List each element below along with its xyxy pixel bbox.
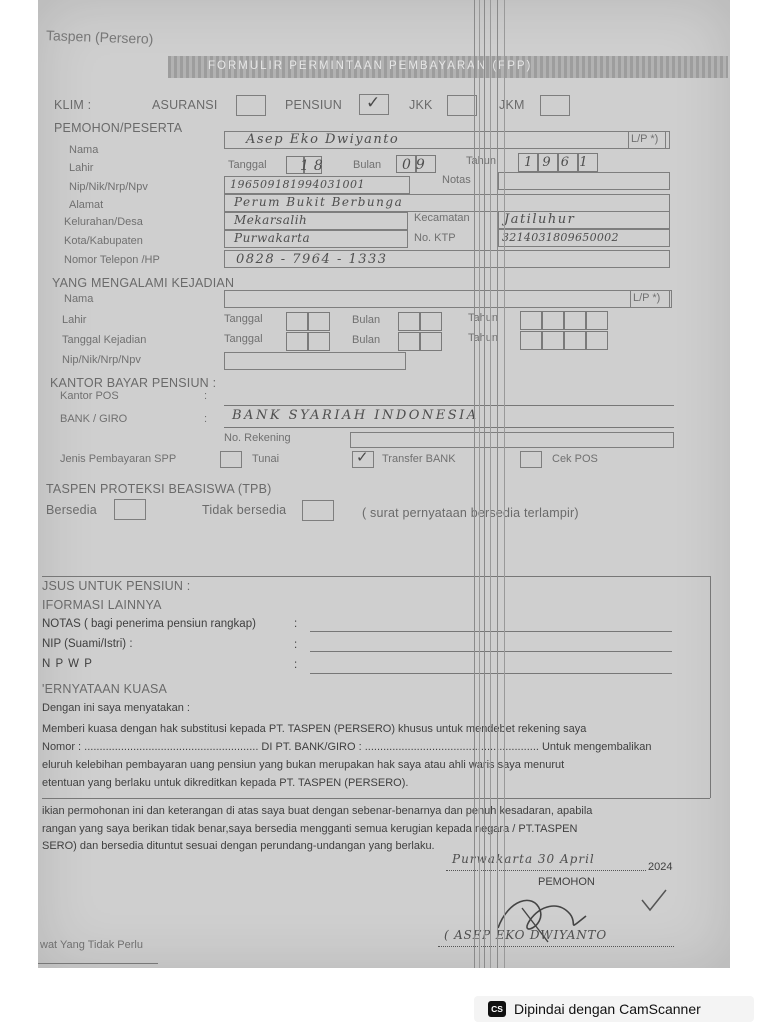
tahun-value: 1 9 6 1 [524,155,591,170]
nip-suami-istri-line[interactable] [310,651,672,652]
kota-label: Kota/Kabupaten [64,235,143,247]
scan-streak [504,0,505,968]
pemohon-label: PEMOHON [538,876,595,888]
place-date-line[interactable] [446,870,646,871]
tgl-kejadian-thn-cell-4[interactable] [586,331,608,350]
kejadian-nama-field[interactable] [224,290,670,308]
tahun-label: Tahun [466,155,496,167]
kejadian-tgl-cell-1[interactable] [286,312,308,331]
tunai-checkbox[interactable] [220,451,242,468]
kejadian-thn-cell-1[interactable] [520,311,542,330]
closing-line-3: SERO) dan bersedia dituntut sesuai dengan perundang-undangan yang berlaku. [42,840,435,852]
pernyataan-kuasa-heading: 'ERNYATAAN KUASA [42,682,168,696]
bersedia-checkbox[interactable] [114,499,146,520]
alamat-label: Alamat [69,199,104,211]
npwp-colon: : [294,659,298,671]
tgl-kejadian-thn-cell-1[interactable] [520,331,542,350]
ktp-value: 3214031809650002 [502,231,619,244]
jkm-checkbox[interactable] [540,95,570,116]
signer-name: ( ASEP EKO DWIYANTO [444,928,607,942]
transfer-check-mark: ✓ [356,449,369,466]
asuransi-checkbox[interactable] [236,95,266,116]
scan-streak [497,0,498,968]
bersedia-label: Bersedia [46,503,97,517]
tanggal-label: Tanggal [228,159,267,171]
khusus-section: JSUS UNTUK PENSIUN : [42,579,191,593]
tgl-kejadian-label: Tanggal Kejadian [62,334,147,346]
tpb-note: ( surat pernyataan bersedia terlampir) [362,506,579,520]
scanned-form [38,0,730,968]
rekening-label: No. Rekening [224,432,291,444]
tgl-kejadian-tanggal-label: Tanggal [224,333,263,345]
kuasa-line-2: Memberi kuasa dengan hak substitusi kepada PT. TASPEN (PERSERO) khusus untuk mendebet rekening saya [42,723,587,735]
notas-rangkap-label: NOTAS ( bagi penerima pensiun rangkap) [42,618,256,630]
rekening-field[interactable] [350,432,674,448]
tgl-kejadian-bln-cell-2[interactable] [420,332,442,351]
form-title: FORMULIR PERMINTAAN PEMBAYARAN (FPP) [208,60,533,72]
pensiun-label: PENSIUN [285,98,342,112]
npwp-label: N P W P [42,658,93,670]
kejadian-nama-label: Nama [64,293,94,305]
kuasa-line-5: etentuan yang berlaku untuk dikreditkan kepada PT. TASPEN (PERSERO). [42,777,409,789]
kejadian-lahir-label: Lahir [62,314,87,326]
footnote: wat Yang Tidak Perlu [40,939,143,951]
jkk-checkbox[interactable] [447,95,477,116]
tgl-kejadian-tahun-label: Tahun [468,332,498,344]
tgl-kejadian-tgl-cell-2[interactable] [308,332,330,351]
cekpos-label: Cek POS [552,453,598,465]
klim-label: KLIM : [54,98,92,112]
tunai-label: Tunai [252,453,280,465]
telp-value: 0828 - 7964 - 1333 [236,252,388,267]
kejadian-thn-cell-4[interactable] [586,311,608,330]
telp-label: Nomor Telepon /HP [64,254,160,266]
closing-line-2: rangan yang saya berikan tidak benar,saya bersedia mengganti semua kerugian kepada negara / PT.TASPEN [42,823,578,835]
bulan-label: Bulan [353,159,382,171]
notas-rangkap-colon: : [294,618,298,630]
kejadian-tgl-cell-2[interactable] [308,312,330,331]
kota-value: Purwakarta [234,231,311,245]
kejadian-section: YANG MENGALAMI KEJADIAN [52,276,235,290]
scan-streak [474,0,475,968]
informasi-lainnya: IFORMASI LAINNYA [42,598,162,612]
pemohon-section: PEMOHON/PESERTA [54,121,183,135]
lahir-label: Lahir [69,162,94,174]
kuasa-line-3: Nomor : ......................................................... DI PT. BANK/GIRO : ......................................................... Untuk mengembalikan [42,741,652,753]
kecamatan-label: Kecamatan [414,212,470,224]
kejadian-thn-cell-3[interactable] [564,311,586,330]
npwp-line[interactable] [310,673,672,674]
kuasa-line-4: eluruh kelebihan pembayaran uang pensiun yang bukan merupakan hak saya atau ahli waris saya menurut [42,759,565,771]
kejadian-nip-field[interactable] [224,352,406,370]
kantor-pos-colon: : [204,390,208,402]
kecamatan-value: Jatiluhur [504,212,576,227]
kejadian-bln-cell-2[interactable] [420,312,442,331]
kelurahan-label: Kelurahan/Desa [64,216,143,228]
asuransi-label: ASURANSI [152,98,218,112]
footnote-line [38,963,158,964]
tick-mark-icon [638,886,670,916]
kelurahan-value: Mekarsalih [234,213,308,227]
bank-line[interactable] [224,427,674,428]
nama-label: Nama [69,144,99,156]
bank-value: BANK SYARIAH INDONESIA [232,408,479,423]
khusus-top-border [42,576,710,577]
kantor-pos-line[interactable] [224,405,674,406]
notas-label: Notas [442,174,471,186]
camscanner-badge [474,996,754,1022]
bank-colon: : [204,413,208,425]
transfer-label: Transfer BANK [382,453,456,465]
tanggal-value: 18 [300,158,328,174]
kejadian-thn-cell-2[interactable] [542,311,564,330]
khusus-bottom-border [42,798,710,799]
tgl-kejadian-bulan-label: Bulan [352,334,381,346]
cekpos-checkbox[interactable] [520,451,542,468]
bulan-value: 09 [402,157,430,173]
nip-value: 196509181994031001 [230,178,365,191]
kejadian-tahun-label: Tahun [468,312,498,324]
scan-streak [484,0,485,968]
scan-streak [479,0,480,968]
tgl-kejadian-thn-cell-3[interactable] [564,331,586,350]
jkk-label: JKK [409,98,433,112]
notas-rangkap-line[interactable] [310,631,672,632]
nip-suami-istri-label: NIP (Suami/Istri) : [42,638,133,650]
lp-label: L/P *) [631,133,659,145]
camscanner-icon: CS [488,1001,506,1017]
kejadian-bln-cell-1[interactable] [398,312,420,331]
kejadian-bulan-label: Bulan [352,314,381,326]
tpb-section: TASPEN PROTEKSI BEASISWA (TPB) [46,482,272,496]
tgl-kejadian-tgl-cell-1[interactable] [286,332,308,351]
nama-value: Asep Eko Dwiyanto [246,132,400,147]
transfer-checkbox[interactable] [352,451,374,468]
kantor-section: KANTOR BAYAR PENSIUN : [50,376,217,390]
pensiun-checkbox[interactable] [359,94,389,115]
kejadian-tanggal-label: Tanggal [224,313,263,325]
bank-label: BANK / GIRO [60,413,128,425]
jenis-pembayaran-label: Jenis Pembayaran SPP [60,453,177,465]
camscanner-text: Dipindai dengan CamScanner [514,1001,701,1017]
year-value: 2024 [648,861,673,873]
company-name: Taspen (Persero) [45,27,154,47]
alamat-value: Perum Bukit Berbunga [234,195,404,209]
tgl-kejadian-bln-cell-1[interactable] [398,332,420,351]
kuasa-line-1: Dengan ini saya menyatakan : [42,702,190,714]
nip-label: Nip/Nik/Nrp/Npv [69,181,148,193]
tidak-bersedia-checkbox[interactable] [302,500,334,521]
place-date-value: Purwakarta 30 April [452,852,595,866]
ktp-label: No. KTP [414,232,456,244]
kejadian-lp-label: L/P *) [633,292,661,304]
tgl-kejadian-thn-cell-2[interactable] [542,331,564,350]
nip-suami-istri-colon: : [294,639,298,651]
notas-field[interactable] [498,172,670,190]
kantor-pos-label: Kantor POS [60,390,119,402]
pensiun-check-mark: ✓ [366,93,381,112]
kejadian-nip-label: Nip/Nik/Nrp/Npv [62,354,141,366]
scan-streak [490,0,491,968]
closing-line-1: ikian permohonan ini dan keterangan di atas saya buat dengan sebenar-benarnya dan penuh kesadaran, apabila [42,805,593,817]
khusus-right-border [710,576,711,798]
tidak-bersedia-label: Tidak bersedia [202,503,287,517]
jkm-label: JKM [499,98,525,112]
